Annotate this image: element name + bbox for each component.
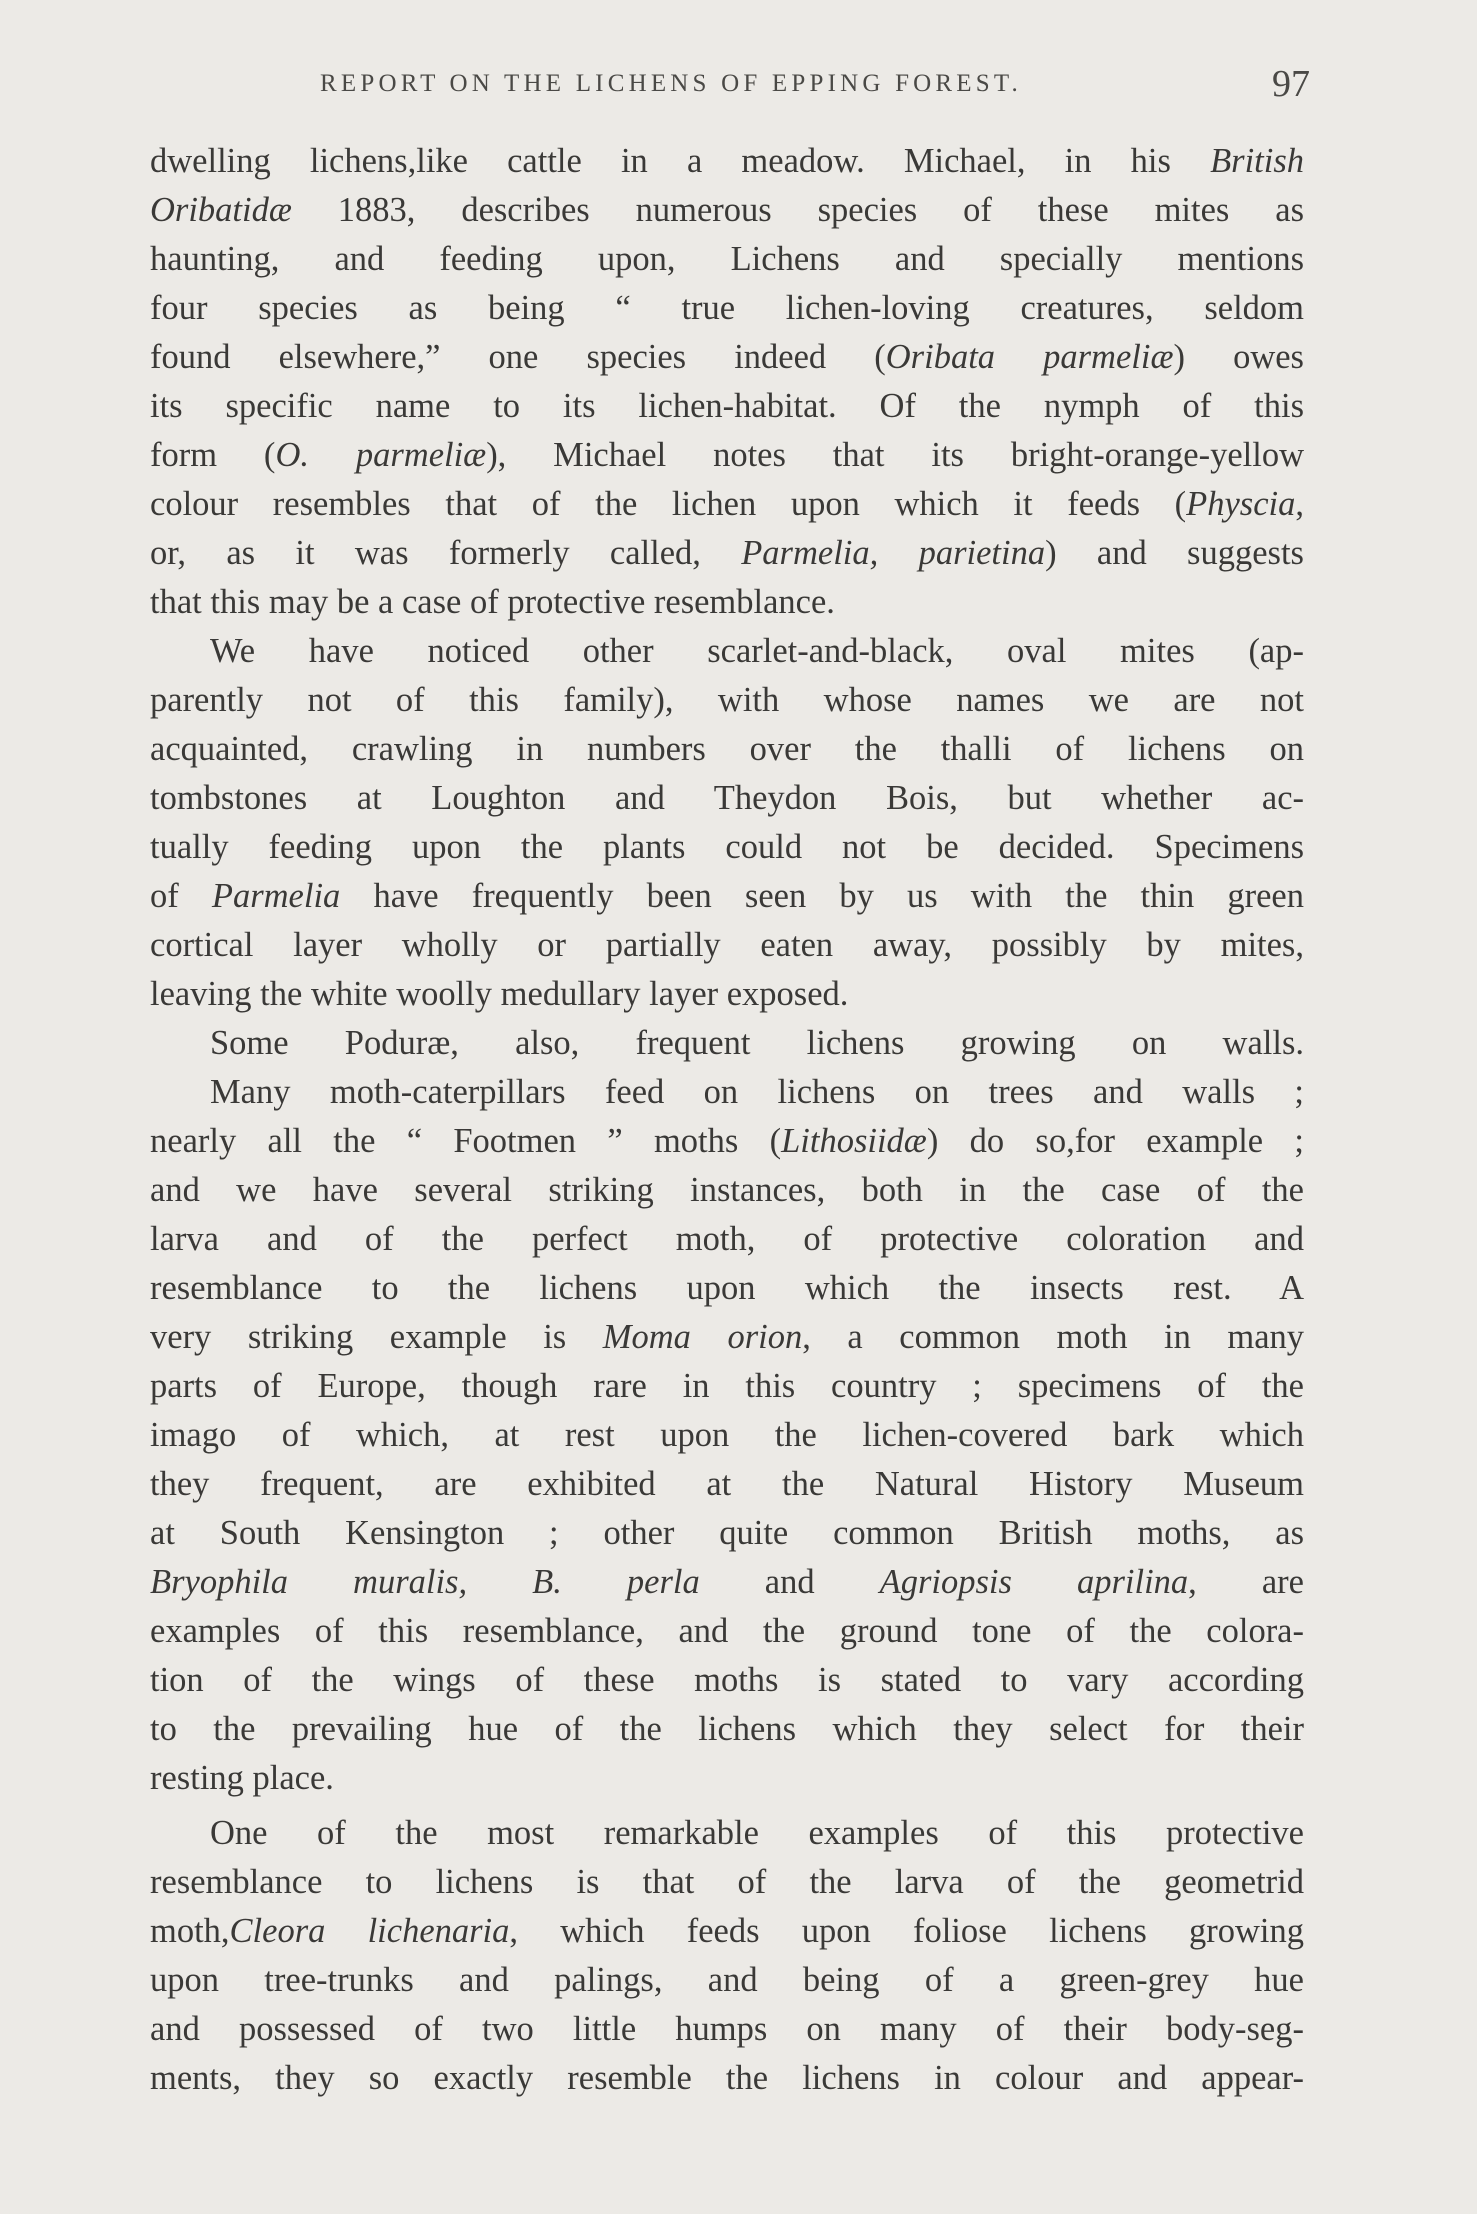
page-number: 97 [1272,63,1310,105]
text-line: found elsewhere,” one species indeed (Oribata parmeliæ) owes [150,338,1304,376]
text-line: colour resembles that of the lichen upon which it feeds (Physcia, [150,485,1304,523]
italic-term: Oribata parmeliæ [885,338,1174,376]
text-line: upon tree-trunks and palings, and being of a green-grey hue [150,1961,1304,1999]
text-line: Many moth-caterpillars feed on lichens on trees and walls ; [210,1073,1304,1111]
text-line: parts of Europe, though rare in this country ; specimens of the [150,1367,1304,1405]
text-line: form (O. parmeliæ), Michael notes that its bright-orange-yellow [150,436,1305,474]
italic-term: O. parmeliæ [275,436,487,474]
italic-term: Physcia [1186,485,1296,523]
text-line: Oribatidæ 1883, describes numerous species of these mites as [150,191,1304,229]
text-line: resemblance to the lichens upon which the insects rest. A [150,1269,1304,1307]
text-line: Some Poduræ, also, frequent lichens growing on walls. [210,1024,1304,1062]
text-line: ments, they so exactly resemble the lichens in colour and appear- [150,2059,1304,2097]
text-line: and possessed of two little humps on many of their body-seg- [150,2010,1304,2048]
text-line: four species as being “ true lichen-loving creatures, seldom [150,289,1304,327]
text-line: leaving the white woolly medullary layer exposed. [150,975,849,1013]
paragraph [150,137,1304,627]
text-line: tually feeding upon the plants could not be decided. Specimens [150,828,1304,866]
running-title: REPORT ON THE LICHENS OF EPPING FOREST. [320,70,1022,97]
italic-term: Moma orion [602,1318,803,1356]
text-line: to the prevailing hue of the lichens which they select for their [150,1710,1304,1748]
text-line: and we have several striking instances, both in the case of the [150,1171,1304,1209]
text-line: larva and of the perfect moth, of protective coloration and [150,1220,1304,1258]
italic-term: Cleora lichenaria [229,1912,510,1950]
text-line: or, as it was formerly called, Parmelia, parietina) and suggests [150,534,1304,572]
text-line: of Parmelia have frequently been seen by us with the thin green [150,877,1304,915]
text-line: very striking example is Moma orion, a common moth in many [150,1318,1305,1356]
text-line: moth,Cleora lichenaria, which feeds upon foliose lichens growing [150,1912,1304,1950]
text-line: they frequent, are exhibited at the Natural History Museum [150,1465,1304,1503]
text-line: tion of the wings of these moths is stated to vary according [150,1661,1304,1699]
text-line: imago of which, at rest upon the lichen-covered bark which [150,1416,1304,1454]
text-line: that this may be a case of protective resemblance. [150,583,835,621]
paragraph [150,627,1304,1019]
paragraph [150,1019,1304,1068]
italic-term: Bryophila muralis, B. perla [150,1563,700,1601]
italic-term: Parmelia, parietina [741,534,1046,572]
text-line: haunting, and feeding upon, Lichens and specially mentions [150,240,1304,278]
italic-term: Lithosiidæ [781,1122,927,1160]
text-line: We have noticed other scarlet-and-black, oval mites (ap- [210,632,1304,670]
italic-term: Oribatidæ [150,191,292,229]
paragraph [150,1809,1304,2103]
text-line: dwelling lichens,like cattle in a meadow. Michael, in his British [150,142,1304,180]
text-line: at South Kensington ; other quite common British moths, as [150,1514,1304,1552]
text-line: examples of this resemblance, and the ground tone of the colora- [150,1612,1304,1650]
text-line: One of the most remarkable examples of this protective [210,1814,1304,1852]
text-line: acquainted, crawling in numbers over the thalli of lichens on [150,730,1304,768]
page-header [150,60,1310,130]
text-line: nearly all the “ Footmen ” moths (Lithosiidæ) do so,for example ; [150,1122,1304,1160]
paragraph [150,1068,1304,1803]
text-line: resting place. [150,1759,334,1797]
text-line: parently not of this family), with whose names we are not [150,681,1304,719]
text-line: cortical layer wholly or partially eaten away, possibly by mites, [150,926,1304,964]
text-line: resemblance to lichens is that of the larva of the geometrid [150,1863,1304,1901]
body-text [150,137,1304,2103]
italic-term: British [1210,142,1304,180]
text-line: Bryophila muralis, B. perla and Agriopsis aprilina, are [150,1563,1304,1601]
text-line: tombstones at Loughton and Theydon Bois, but whether ac- [150,779,1304,817]
italic-term: Agriopsis aprilina [879,1563,1189,1601]
text-line: its specific name to its lichen-habitat. Of the nymph of this [150,387,1304,425]
italic-term: Parmelia [211,877,341,915]
